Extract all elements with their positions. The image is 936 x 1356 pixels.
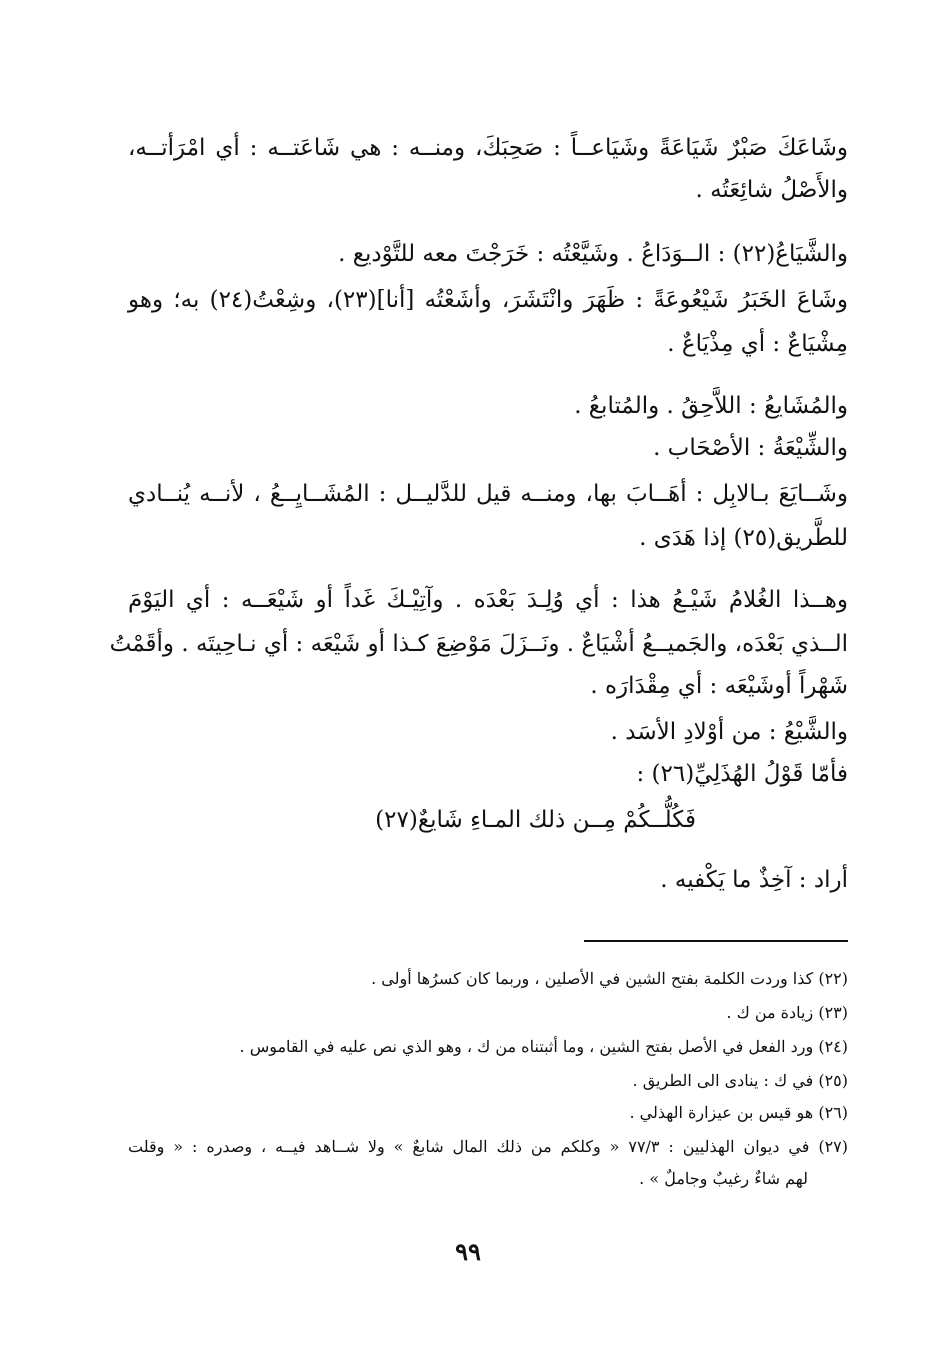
footnote-continuation: لهم شاءٌ رغيبٌ وجاملٌ » .	[639, 1169, 808, 1188]
footnote: (٢٥) في ك : ينادى الى الطريق .	[632, 1071, 848, 1090]
body-line: والشَّيَاعُ(٢٢) : الــوَدَاعُ . وشَيَّعْتُه : خَرَجْتَ معه للتَّوْديع .	[338, 241, 848, 267]
body-line: والمُشَايعُ : اللاَّحِقُ . والمُتابعُ .	[574, 393, 848, 419]
body-line: والأَصْلُ شائِعَتُه .	[695, 177, 848, 203]
body-line: أراد : آخِذٌ ما يَكْفيه .	[660, 867, 848, 893]
footnote: (٢٤) ورد الفعل في الأصل بفتح الشين ، وما أثبتناه من ك ، وهو الذي نص عليه في القاموس .	[239, 1037, 848, 1056]
body-line: للطَّريق(٢٥) إذا هَدَى .	[639, 525, 848, 551]
footnote: (٢٦) هو قيس بن عيزارة الهذلي .	[629, 1103, 848, 1122]
poetry-verse: فَكُلُّــكُمْ مِــن ذلك المـاءِ شَايعٌ(٢٧)	[375, 807, 696, 833]
page-number: ٩٩	[455, 1237, 481, 1266]
body-line: وشَاعَكَ صَبْرٌ شَيَاعَةً وشَيَاعــاً : صَحِبَكَ، ومنــه : هي شَاعَتــه : أي امْرَأتــه،	[128, 135, 848, 161]
body-line: وهــذا الغُلامُ شَيْـعُ هذا : أي وُلِـدَ بَعْدَه . وآتِيْـكَ غَداً أو شَيْعَــه : أي اليَوْمَ	[128, 587, 848, 613]
footnote-separator	[584, 940, 848, 942]
body-line: شَهْراً أوشَيْعَه : أي مِقْدَارَه .	[590, 673, 848, 699]
footnote: (٢٣) زيادة من ك .	[726, 1003, 848, 1022]
body-line: فأمّا قَوْلُ الهُذَلِيِّ(٢٦) :	[636, 761, 848, 787]
body-line: والشِّيْعَةُ : الأصْحَاب .	[653, 435, 848, 461]
body-line: وشَــايَعَ بـالابِل : أهَــابَ بها، ومنــه قيل للدَّليــل : المُشَــايِــعُ ، لأنــه يُنــادي	[128, 481, 848, 507]
body-line: مِشْيَاعٌ : أي مِذْيَاعٌ .	[667, 331, 848, 357]
body-line: الــذي بَعْدَه، والجَميــعُ أشْيَاعٌ . ونَــزَلَ مَوْضِعَ كـذا أو شَيْعَه : أي نـاحِيتَه . وأقَمْتُ	[109, 631, 848, 657]
footnote: (٢٢) كذا وردت الكلمة بفتح الشين في الأصلين ، وربما كان كسرُها أولى .	[371, 969, 848, 988]
footnote: (٢٧) في ديوان الهذليين : ٧٧/٣ « وكلكم من ذلك المال شابعٌ » ولا شــاهد فيــه ، وصدره : « وقلت	[128, 1137, 848, 1156]
body-line: والشَّيْعُ : من أوْلادِ الأسَد .	[610, 719, 848, 745]
body-line: وشَاعَ الخَبَرُ شَيْعُوعَةً : ظَهَرَ وانْتَشَرَ، وأشَعْتُه [أنا](٢٣)، وشِعْتُ(٢٤) به؛ وهو	[128, 287, 848, 313]
